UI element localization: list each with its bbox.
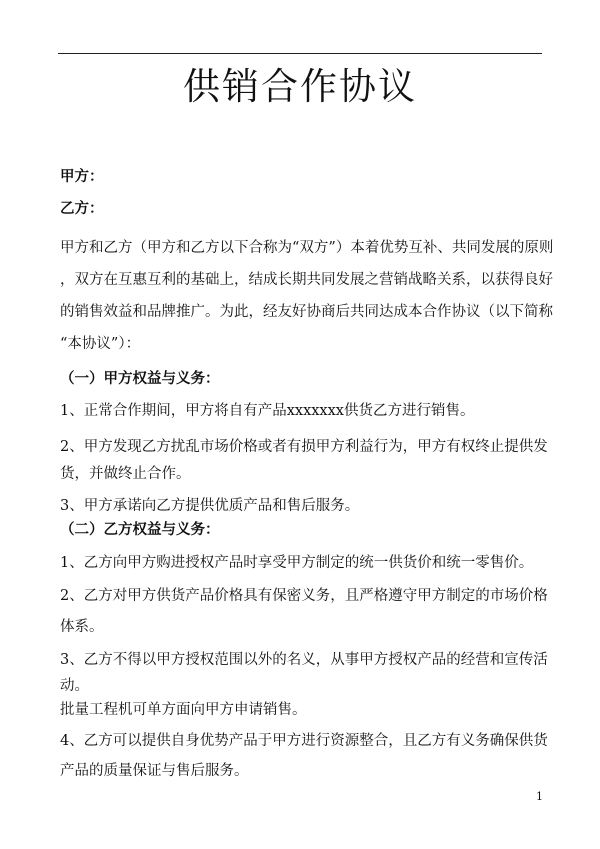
section-a-line: 货，并做终止合作。	[60, 466, 191, 482]
section-b-line: 动。	[60, 678, 89, 694]
section-a-line: 1、正常合作期间，甲方将自有产品xxxxxxx供货乙方进行销售。	[60, 403, 475, 419]
section-b-line: 批量工程机可单方面向甲方申请销售。	[60, 702, 307, 718]
section-b-line: 1、乙方向甲方购进授权产品时享受甲方制定的统一供货价和统一零售价。	[60, 555, 534, 571]
intro-line: 的销售效益和品牌推广。为此，经友好协商后共同达成本合作协议（以下简称	[60, 304, 553, 320]
section-b-line: 4、乙方可以提供自身优势产品于甲方进行资源整合，且乙方有义务确保供货	[60, 733, 548, 749]
intro-line: “本协议”）：	[60, 336, 141, 352]
section-a-line: 2、甲方发现乙方扰乱市场价格或者有损甲方利益行为，甲方有权终止提供发	[60, 439, 548, 455]
section-a-line: 3、甲方承诺向乙方提供优质产品和售后服务。	[60, 498, 360, 514]
document-title: 供销合作协议	[183, 65, 417, 108]
intro-line: ，双方在互惠互利的基础上，结成长期共同发展之营销战略关系，以获得良好	[60, 272, 553, 288]
party-a-label: 甲方：	[60, 168, 104, 185]
section-b-line: 产品的质量保证与售后服务。	[60, 763, 249, 779]
section-b-heading: （二）乙方权益与义务：	[60, 521, 220, 538]
section-b-line: 3、乙方不得以甲方授权范围以外的名义，从事甲方授权产品的经营和宣传活	[60, 652, 548, 668]
header-rule	[58, 53, 542, 54]
section-b-line: 体系。	[60, 619, 104, 635]
intro-line: 甲方和乙方（甲方和乙方以下合称为“双方”）本着优势互补、共同发展的原则	[60, 240, 554, 256]
section-a-heading: （一）甲方权益与义务：	[60, 370, 220, 387]
party-b-label: 乙方：	[60, 200, 104, 217]
section-b-line: 2、乙方对甲方供货产品价格具有保密义务，且严格遵守甲方制定的市场价格	[60, 588, 548, 604]
page-number: 1	[536, 790, 543, 803]
